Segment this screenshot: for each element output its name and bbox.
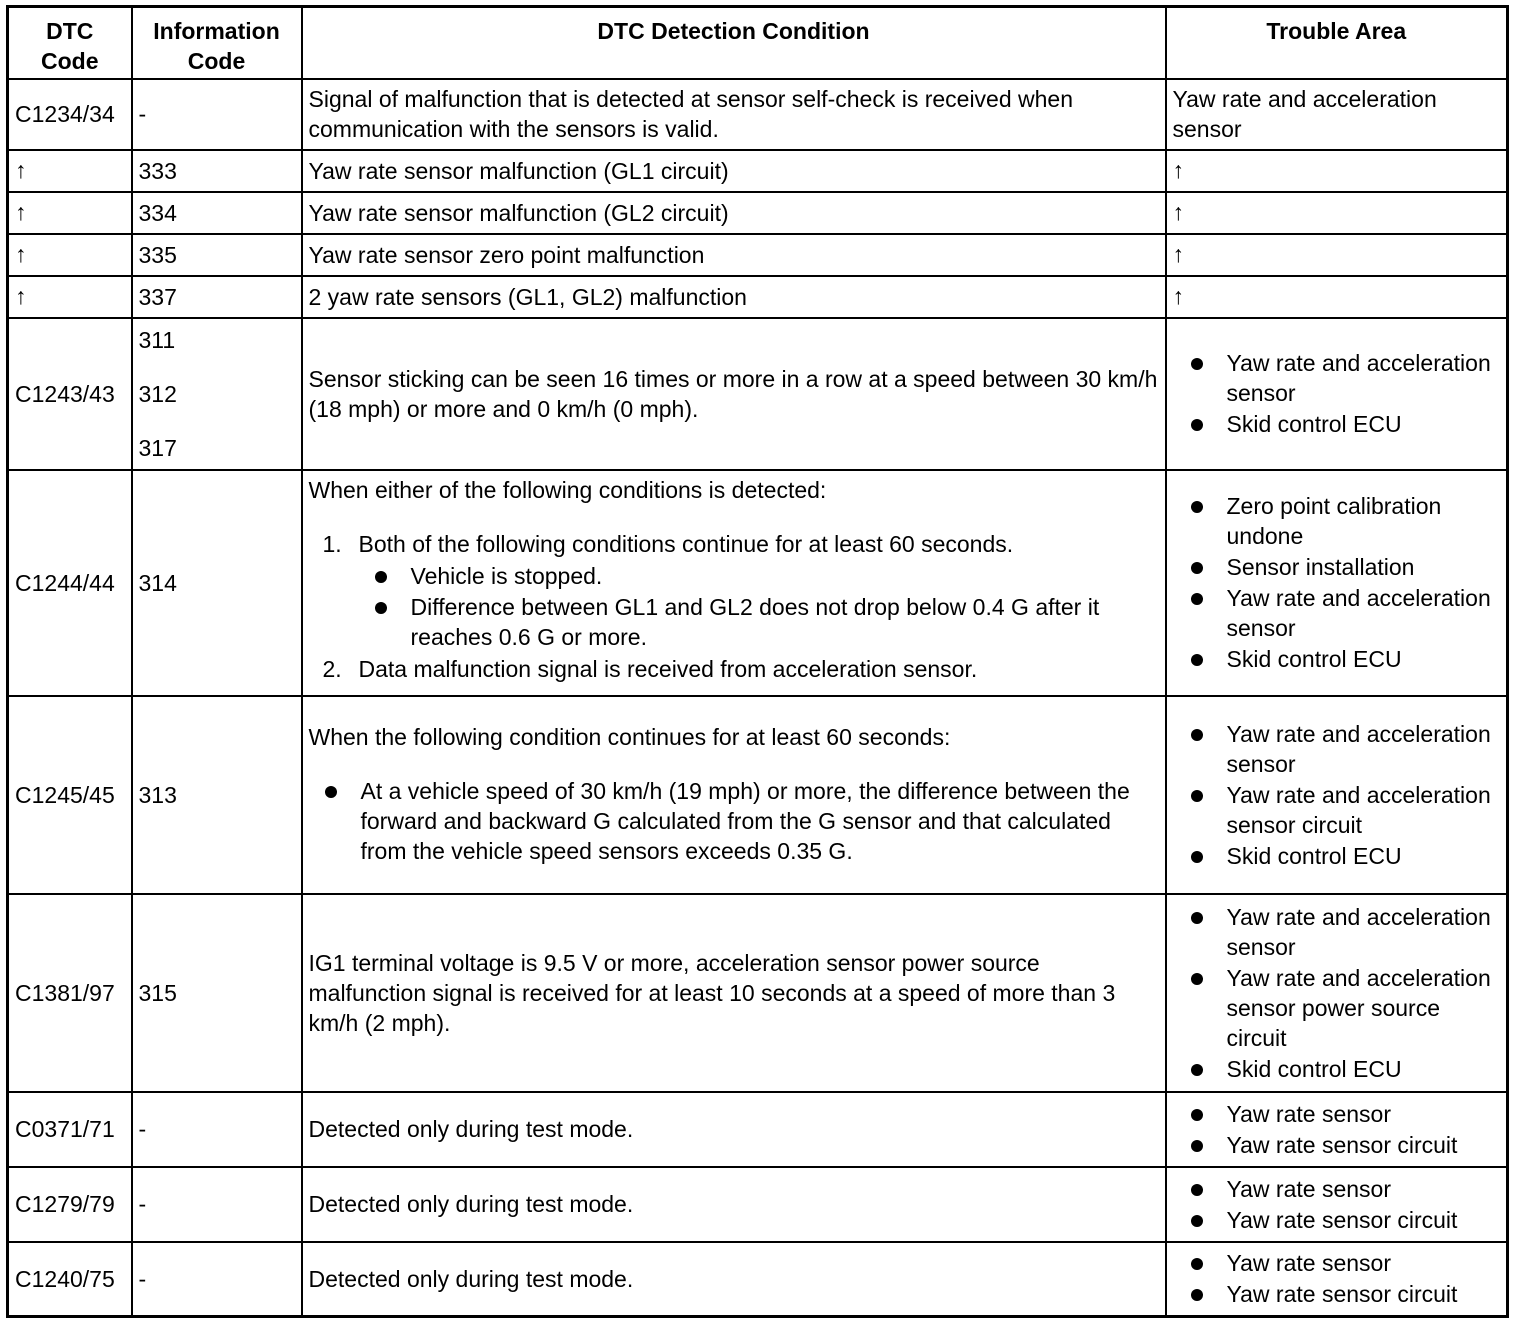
trouble-area-list — [1173, 1099, 1501, 1160]
trouble-area-item: Yaw rate and acceleration sensor power source circuit — [1189, 963, 1501, 1053]
dtc-code-cell: C0371/71 — [8, 1092, 132, 1167]
condition-intro: When the following condition continues for at least 60 seconds: — [308, 724, 951, 750]
condition-sub-list — [359, 561, 1159, 652]
info-code-item: 311 — [138, 326, 176, 353]
item-number: 2. — [322, 655, 342, 682]
trouble-area-cell — [1166, 1167, 1508, 1242]
dtc-code-cell: ↑ — [8, 150, 132, 192]
item-number: 1. — [322, 530, 342, 557]
table-row — [8, 79, 1508, 150]
condition-cell: Sensor sticking can be seen 16 times or more in a row at a speed between 30 km/h (18 mph) or more and 0 km/h (0 mph). — [302, 318, 1166, 470]
dtc-code-cell: ↑ — [8, 234, 132, 276]
trouble-area-list — [1173, 491, 1501, 674]
table-row — [8, 150, 1508, 192]
trouble-area-item: Yaw rate sensor circuit — [1189, 1279, 1501, 1309]
condition-numbered-item — [323, 529, 1159, 652]
dtc-code-cell: C1245/45 — [8, 696, 132, 894]
info-code-cell: 333 — [132, 150, 302, 192]
table-row — [8, 276, 1508, 318]
trouble-area-item: Yaw rate and acceleration sensor circuit — [1189, 780, 1501, 840]
header-dtc-code: DTC Code — [8, 7, 132, 79]
header-trouble-area: Trouble Area — [1166, 7, 1508, 79]
condition-bullet-item: At a vehicle speed of 30 km/h (19 mph) or more, the difference between the forward and backward G calculated from the G sensor and that calculated from the vehicle speed sensors exceeds 0.35 G. — [323, 776, 1159, 866]
item-text: Both of the following conditions continue for at least 60 seconds. — [358, 530, 1014, 557]
info-code-cell: - — [132, 79, 302, 150]
condition-cell — [302, 696, 1166, 894]
trouble-area-cell: ↑ — [1166, 234, 1508, 276]
table-row — [8, 470, 1508, 696]
trouble-area-item: Skid control ECU — [1189, 841, 1501, 871]
trouble-area-item: Yaw rate sensor circuit — [1189, 1205, 1501, 1235]
info-code-cell: - — [132, 1092, 302, 1167]
condition-cell: Yaw rate sensor zero point malfunction — [302, 234, 1166, 276]
dtc-code-cell: C1243/43 — [8, 318, 132, 470]
condition-bullet-list — [309, 776, 1159, 866]
info-code-cell: 335 — [132, 234, 302, 276]
dtc-code-cell: C1381/97 — [8, 894, 132, 1092]
condition-cell — [302, 470, 1166, 696]
table-row — [8, 192, 1508, 234]
trouble-area-item: Skid control ECU — [1189, 409, 1501, 439]
condition-numbered-list — [309, 529, 1159, 684]
trouble-area-list — [1173, 719, 1501, 871]
table-row — [8, 1242, 1508, 1317]
trouble-area-item: Yaw rate sensor — [1189, 1099, 1501, 1129]
header-row — [8, 7, 1508, 79]
trouble-area-item: Yaw rate sensor — [1189, 1248, 1501, 1278]
trouble-area-item: Yaw rate and acceleration sensor — [1189, 583, 1501, 643]
info-code-cell: 337 — [132, 276, 302, 318]
condition-cell: 2 yaw rate sensors (GL1, GL2) malfunction — [302, 276, 1166, 318]
trouble-area-cell: ↑ — [1166, 150, 1508, 192]
condition-intro: When either of the following conditions is detected: — [308, 476, 827, 503]
trouble-area-list — [1173, 1248, 1501, 1309]
trouble-area-item: Sensor installation — [1189, 552, 1501, 582]
trouble-area-cell — [1166, 894, 1508, 1092]
dtc-code-cell: C1279/79 — [8, 1167, 132, 1242]
trouble-area-cell: ↑ — [1166, 276, 1508, 318]
condition-cell: Yaw rate sensor malfunction (GL1 circuit) — [302, 150, 1166, 192]
trouble-area-item: Skid control ECU — [1189, 644, 1501, 674]
header-information-code: Information Code — [132, 7, 302, 79]
trouble-area-cell — [1166, 470, 1508, 696]
condition-cell: Signal of malfunction that is detected at sensor self-check is received when communication with the sensors is valid. — [302, 79, 1166, 150]
condition-sub-item: Vehicle is stopped. — [373, 561, 1159, 591]
trouble-area-item: Yaw rate sensor — [1189, 1174, 1501, 1204]
dtc-table — [6, 5, 1509, 1318]
dtc-code-cell: C1234/34 — [8, 79, 132, 150]
dtc-code-cell: C1244/44 — [8, 470, 132, 696]
condition-numbered-item — [323, 654, 1159, 684]
trouble-area-item: Yaw rate and acceleration sensor — [1189, 902, 1501, 962]
info-code-list — [139, 325, 295, 463]
condition-cell: IG1 terminal voltage is 9.5 V or more, acceleration sensor power source malfunction signal is received for at least 10 seconds at a speed of more than 3 km/h (2 mph). — [302, 894, 1166, 1092]
trouble-area-item: Yaw rate sensor circuit — [1189, 1130, 1501, 1160]
table-row — [8, 1092, 1508, 1167]
info-code-cell: - — [132, 1167, 302, 1242]
header-detection-condition: DTC Detection Condition — [302, 7, 1166, 79]
trouble-area-list — [1173, 1174, 1501, 1235]
info-code-item: 312 — [138, 380, 177, 407]
condition-cell: Yaw rate sensor malfunction (GL2 circuit) — [302, 192, 1166, 234]
trouble-area-list — [1173, 902, 1501, 1084]
table-row — [8, 1167, 1508, 1242]
table-row — [8, 894, 1508, 1092]
trouble-area-cell: Yaw rate and acceleration sensor — [1166, 79, 1508, 150]
trouble-area-item: Zero point calibration undone — [1189, 491, 1501, 551]
info-code-cell — [132, 318, 302, 470]
table-row — [8, 234, 1508, 276]
trouble-area-item: Skid control ECU — [1189, 1054, 1501, 1084]
trouble-area-item: Yaw rate and acceleration sensor — [1189, 348, 1501, 408]
trouble-area-list — [1173, 348, 1501, 439]
condition-cell: Detected only during test mode. — [302, 1242, 1166, 1317]
table-row — [8, 696, 1508, 894]
trouble-area-item: Yaw rate and acceleration sensor — [1189, 719, 1501, 779]
info-code-item: 317 — [138, 434, 177, 461]
condition-cell: Detected only during test mode. — [302, 1167, 1166, 1242]
table-row — [8, 318, 1508, 470]
trouble-area-cell — [1166, 1242, 1508, 1317]
item-text: Data malfunction signal is received from acceleration sensor. — [358, 655, 978, 682]
dtc-code-cell: ↑ — [8, 192, 132, 234]
trouble-area-cell: ↑ — [1166, 192, 1508, 234]
info-code-cell: 334 — [132, 192, 302, 234]
dtc-code-cell: ↑ — [8, 276, 132, 318]
dtc-code-cell: C1240/75 — [8, 1242, 132, 1317]
info-code-cell: - — [132, 1242, 302, 1317]
info-code-cell: 315 — [132, 894, 302, 1092]
info-code-cell: 314 — [132, 470, 302, 696]
condition-sub-item: Difference between GL1 and GL2 does not drop below 0.4 G after it reaches 0.6 G or more. — [373, 592, 1159, 652]
info-code-cell: 313 — [132, 696, 302, 894]
trouble-area-cell — [1166, 696, 1508, 894]
trouble-area-cell — [1166, 1092, 1508, 1167]
trouble-area-cell — [1166, 318, 1508, 470]
condition-cell: Detected only during test mode. — [302, 1092, 1166, 1167]
